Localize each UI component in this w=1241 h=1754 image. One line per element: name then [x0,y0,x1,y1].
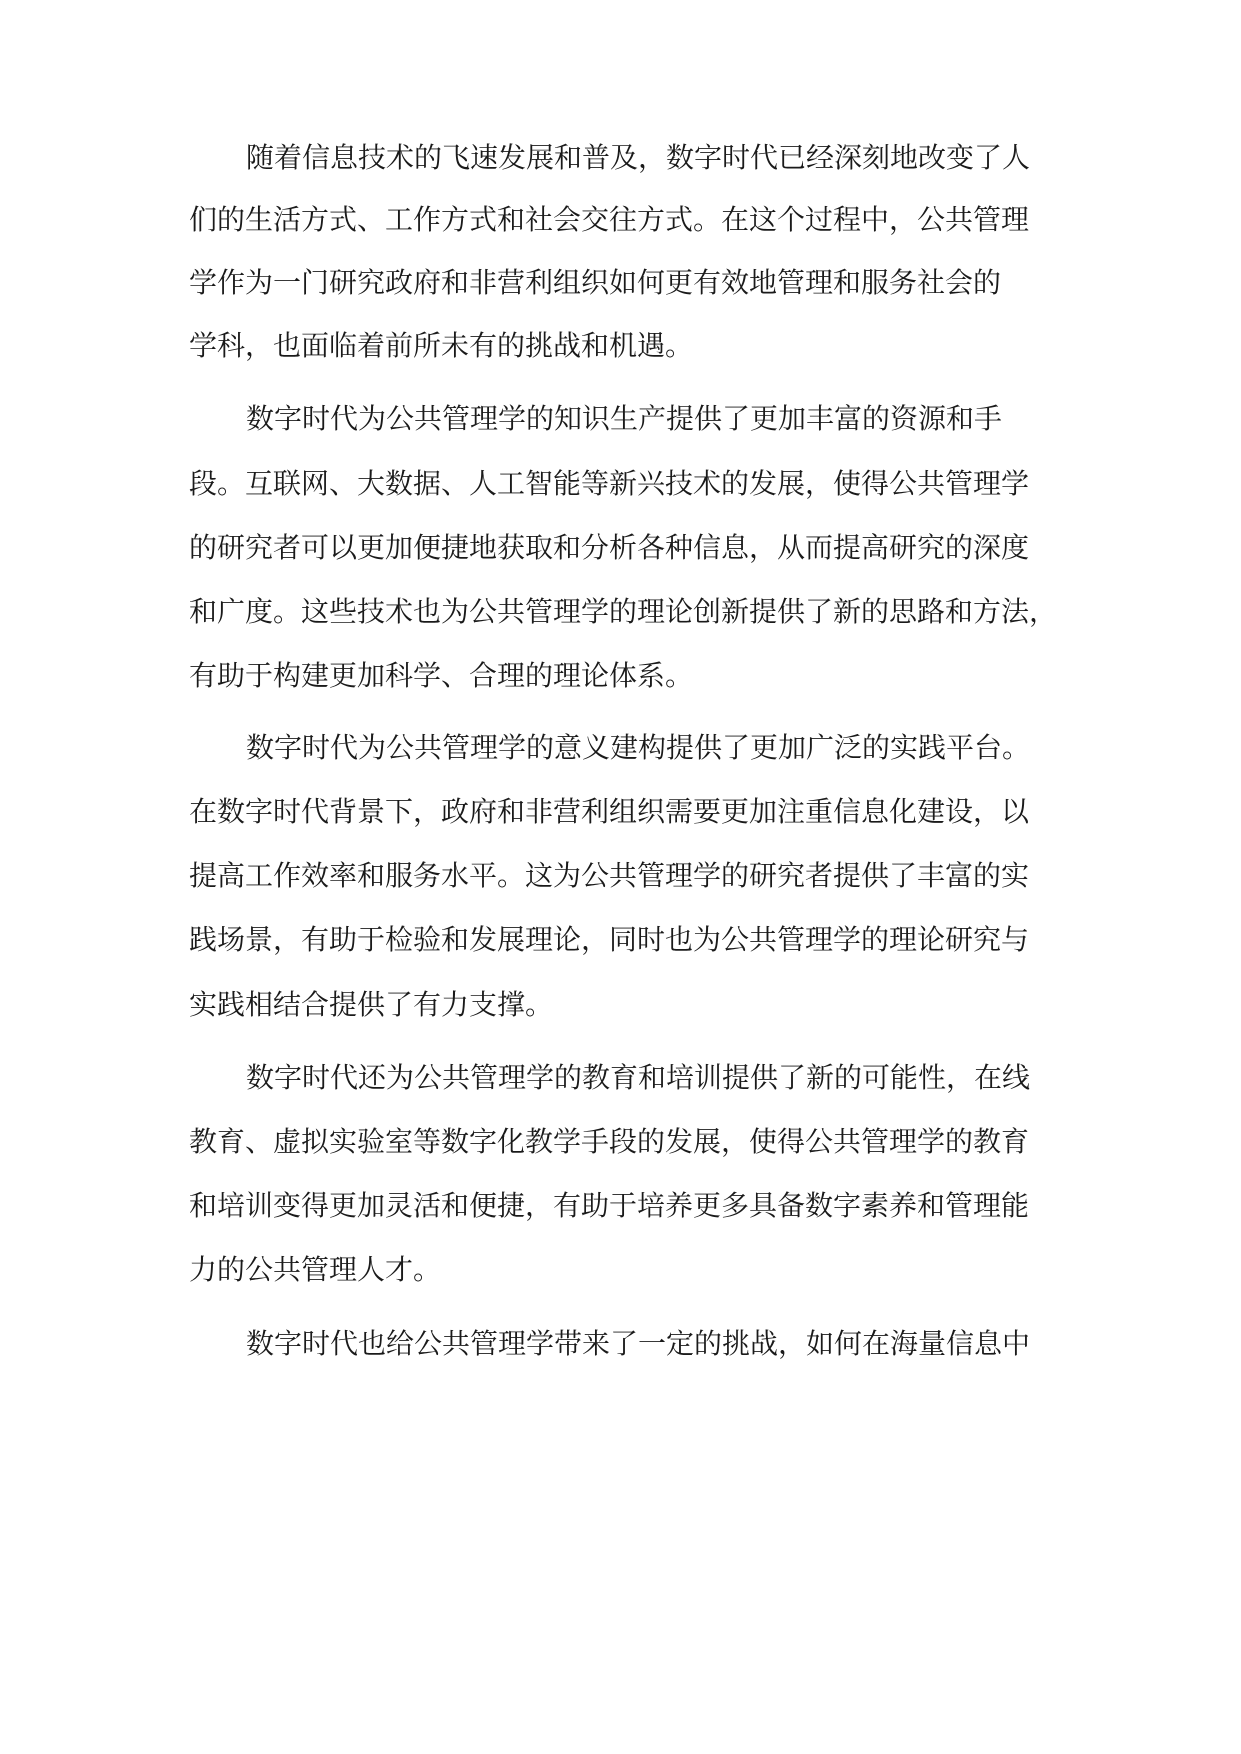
paragraph-line: 段。互联网、大数据、人工智能等新兴技术的发展，使得公共管理学 [189,467,1030,500]
paragraph-line: 数字时代为公共管理学的知识生产提供了更加丰富的资源和手 [246,402,1003,435]
paragraph-line: 力的公共管理人才。 [189,1253,442,1286]
paragraph-line: 数字时代也给公共管理学带来了一定的挑战，如何在海量信息中 [246,1327,1031,1360]
paragraph-line: 们的生活方式、工作方式和社会交往方式。在这个过程中，公共管理 [189,203,1030,236]
paragraph-line: 和广度。这些技术也为公共管理学的理论创新提供了新的思路和方法， [189,595,1058,628]
paragraph-line: 数字时代还为公共管理学的教育和培训提供了新的可能性，在线 [246,1061,1031,1094]
paragraph-line: 实践相结合提供了有力支撑。 [189,988,554,1021]
paragraph-line: 和培训变得更加灵活和便捷，有助于培养更多具备数字素养和管理能 [189,1189,1030,1222]
paragraph-line: 在数字时代背景下，政府和非营利组织需要更加注重信息化建设，以 [189,795,1030,828]
paragraph-line: 践场景，有助于检验和发展理论，同时也为公共管理学的理论研究与 [189,923,1030,956]
paragraph-line: 学作为一门研究政府和非营利组织如何更有效地管理和服务社会的 [189,266,1002,299]
paragraph-line: 随着信息技术的飞速发展和普及，数字时代已经深刻地改变了人 [246,141,1031,174]
paragraph-line: 有助于构建更加科学、合理的理论体系。 [189,659,694,692]
paragraph-line: 学科，也面临着前所未有的挑战和机遇。 [189,329,694,362]
paragraph-line: 提高工作效率和服务水平。这为公共管理学的研究者提供了丰富的实 [189,859,1030,892]
paragraph-line: 的研究者可以更加便捷地获取和分析各种信息，从而提高研究的深度 [189,531,1030,564]
paragraph-line: 教育、虚拟实验室等数字化教学手段的发展，使得公共管理学的教育 [189,1125,1030,1158]
paragraph-line: 数字时代为公共管理学的意义建构提供了更加广泛的实践平台。 [246,731,1031,764]
